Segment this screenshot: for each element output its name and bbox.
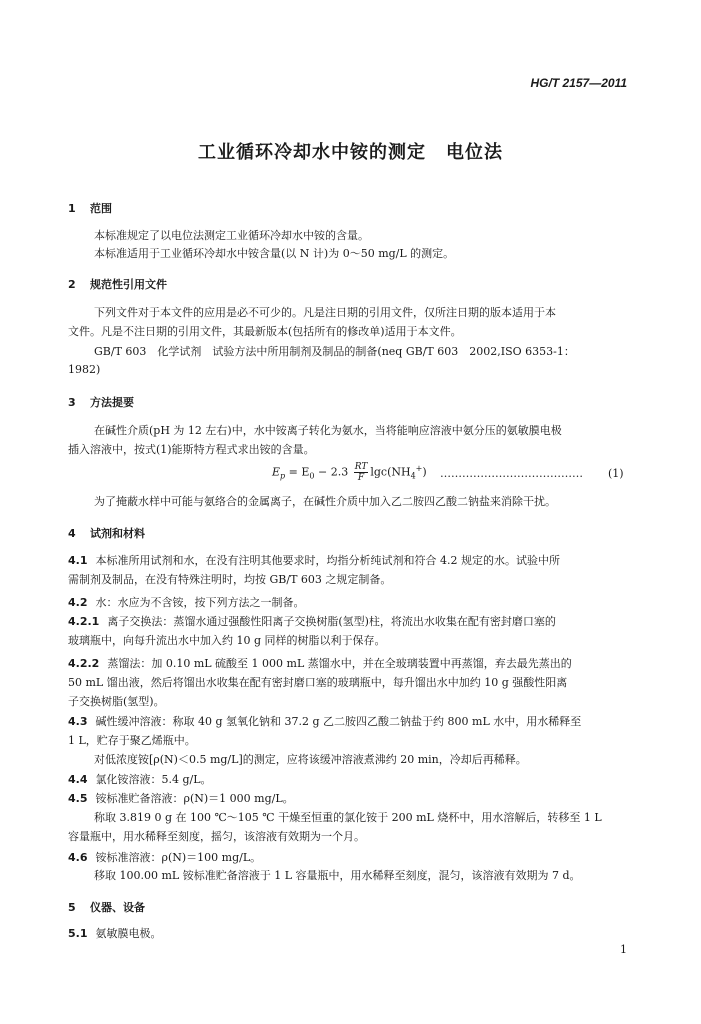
clause-4-1: 4.1 本标准所用试剂和水，在没有注明其他要求时，均指分析纯试剂和符合 4.2 规定的水。试验中所	[68, 554, 560, 567]
clause-4-6: 4.6 铵标准溶液：ρ(N)＝100 mg/L。	[68, 851, 262, 864]
equation-number: (1)	[608, 467, 624, 480]
section-heading: 5 仪器、设备	[68, 901, 145, 914]
clause-4-2-1: 4.2.1 离子交换法：蒸馏水通过强酸性阳离子交换树脂(氢型)柱，将流出水收集在配有密封磨口塞的	[68, 615, 556, 628]
title-method: 电位法	[446, 142, 503, 163]
clause-4-4: 4.4 氯化铵溶液：5.4 g/L。	[68, 773, 212, 786]
paragraph: 文件。凡是不注日期的引用文件，其最新版本(包括所有的修改单)适用于本文件。	[68, 325, 462, 338]
section-heading: 2 规范性引用文件	[68, 278, 167, 291]
paragraph: 需制剂及制品，在没有特殊注明时，均按 GB/T 603 之规定制备。	[68, 573, 392, 586]
title-main: 工业循环冷却水中铵的测定	[198, 142, 426, 163]
reference-item: GB/T 603 化学试剂 试验方法中所用制剂及制品的制备(neq GB/T 603 2002,ISO 6353-1：	[94, 345, 575, 358]
paragraph: 移取 100.00 mL 铵标准贮备溶液于 1 L 容量瓶中，用水稀释至刻度，混匀，该溶液有效期为 7 d。	[94, 869, 581, 882]
section-heading: 3 方法提要	[68, 396, 134, 409]
section-heading: 1 范围	[68, 202, 112, 215]
paragraph: 下列文件对于本文件的应用是必不可少的。凡是注日期的引用文件，仅所注日期的版本适用于本	[94, 306, 556, 319]
paragraph: 对低浓度铵[ρ(N)＜0.5 mg/L]的测定，应将该缓冲溶液煮沸约 20 min，冷却后再稀释。	[94, 753, 527, 766]
clause-4-5: 4.5 铵标准贮备溶液：ρ(N)＝1 000 mg/L。	[68, 792, 294, 805]
paragraph: 容量瓶中，用水稀释至刻度，摇匀，该溶液有效期为一个月。	[68, 830, 365, 843]
page-number: 1	[620, 943, 627, 956]
paragraph: 本标准适用于工业循环冷却水中铵含量(以 N 计)为 0～50 mg/L 的测定。	[94, 247, 455, 260]
standard-code: HG/T 2157—2011	[530, 76, 627, 90]
reference-item: 1982)	[68, 363, 101, 376]
paragraph: 玻璃瓶中，向每升流出水中加入约 10 g 同样的树脂以利于保存。	[68, 634, 386, 647]
paragraph: 插入溶液中，按式(1)能斯特方程式求出铵的含量。	[68, 443, 315, 456]
page-title	[0, 138, 701, 164]
paragraph: 50 mL 馏出液，然后将馏出水收集在配有密封磨口塞的玻璃瓶中，每升馏出水中加约 10 g 强酸性阳离	[68, 676, 568, 689]
equation-leader-dots: …………………………………	[440, 467, 583, 480]
clause-4-3: 4.3 碱性缓冲溶液：称取 40 g 氢氧化钠和 37.2 g 乙二胺四乙酸二钠盐于约 800 mL 水中，用水稀释至	[68, 715, 582, 728]
paragraph: 称取 3.819 0 g 在 100 ℃～105 ℃ 干燥至恒重的氯化铵于 200 mL 烧杯中，用水溶解后，转移至 1 L	[94, 811, 602, 824]
nernst-equation: $E_p = E_0 - 2.3$ $\frac{RT}{F}$ $\lg c(NH_4^+)$	[272, 462, 427, 483]
clause-4-2-2: 4.2.2 蒸馏法：加 0.10 mL 硫酸至 1 000 mL 蒸馏水中，并在全玻璃装置中再蒸馏，弃去最先蒸出的	[68, 657, 572, 670]
paragraph: 为了掩蔽水样中可能与氨络合的金属离子，在碱性介质中加入乙二胺四乙酸二钠盐来消除干扰。	[94, 495, 556, 508]
clause-4-2: 4.2 水：水应为不含铵，按下列方法之一制备。	[68, 596, 305, 609]
paragraph: 子交换树脂(氢型)。	[68, 695, 165, 708]
fraction-rt-f: $\frac{RT}{F}$	[354, 462, 368, 483]
section-heading: 4 试剂和材料	[68, 527, 145, 540]
clause-5-1: 5.1 氨敏膜电极。	[68, 927, 162, 940]
paragraph: 本标准规定了以电位法测定工业循环冷却水中铵的含量。	[94, 229, 369, 242]
paragraph: 1 L，贮存于聚乙烯瓶中。	[68, 734, 196, 747]
paragraph: 在碱性介质(pH 为 12 左右)中，水中铵离子转化为氨水，当将能响应溶液中氨分压的氨敏膜电极	[94, 424, 562, 437]
